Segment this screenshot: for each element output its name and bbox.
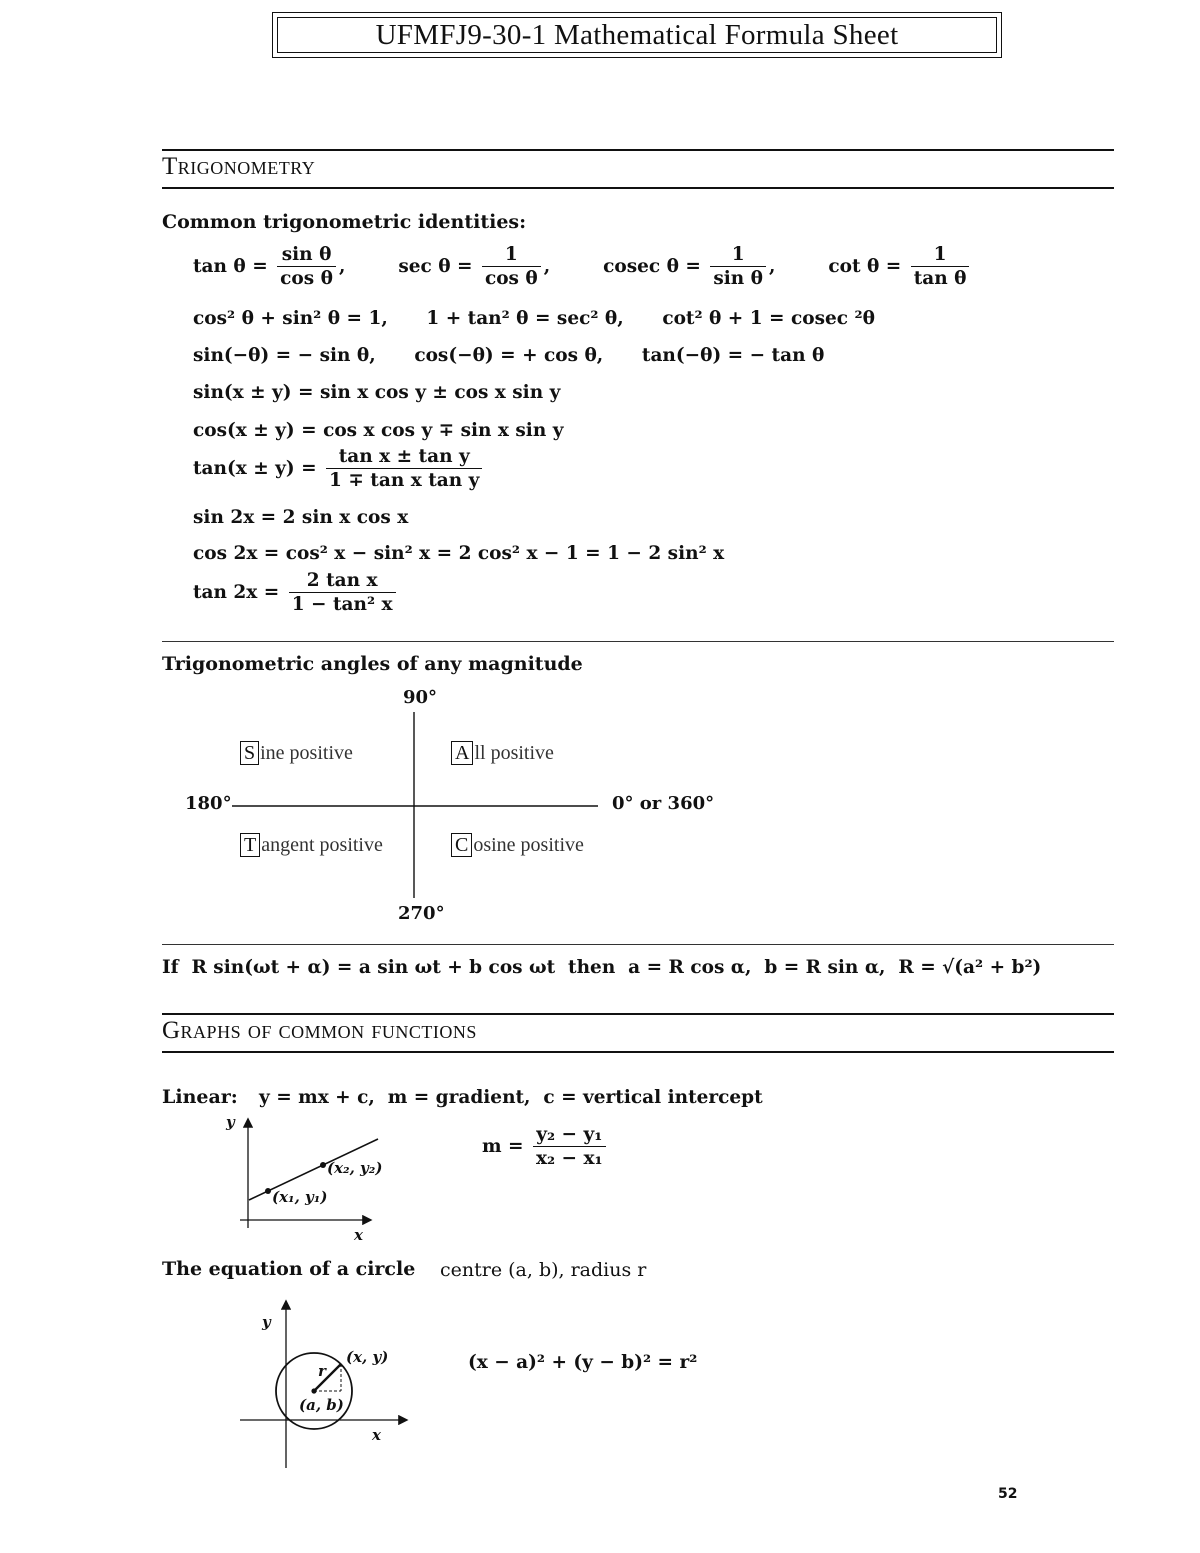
linear-equation: y = mx + c, m = gradient, c = vertical intercept xyxy=(259,1087,763,1108)
angle-0-label: 0° or 360° xyxy=(612,793,715,814)
circle-y-label: y xyxy=(262,1313,271,1331)
cot-den: tan θ xyxy=(913,268,967,290)
angle-90-label: 90° xyxy=(403,687,438,708)
negative-angle-identities: sin(−θ) = − sin θ, cos(−θ) = + cos θ, tan(−θ) = − tan θ xyxy=(193,345,825,366)
sin-double-angle: sin 2x = 2 sin x cos x xyxy=(193,507,409,528)
linear-heading: Linear: xyxy=(162,1086,238,1108)
sec-num: 1 xyxy=(482,244,541,267)
quadrant-tangent-letter: T xyxy=(240,833,260,857)
circle-radius-label: r xyxy=(318,1362,326,1380)
quadrant-tangent-text: angent positive xyxy=(261,834,383,856)
linear-y-label: y xyxy=(226,1113,235,1131)
tan-sum-num: tan x ± tan y xyxy=(326,446,482,469)
angle-180-label: 180° xyxy=(185,793,232,814)
reciprocal-identities: tan θ = $\frac{\text{sin θ}}{\text{cos θ}}$ , sec θ = $\frac{1}{\text{cos θ}}$ , cosec θ = $\frac{1}{\text{sin θ}}$ , cot θ = $\frac{1}{\text{tan θ}}$ xyxy=(193,244,972,290)
sec-den: cos θ xyxy=(484,268,538,290)
pythagorean-identities: cos² θ + sin² θ = 1, 1 + tan² θ = sec² θ, cot² θ + 1 = cosec ²θ xyxy=(193,308,875,329)
cosec-den: sin θ xyxy=(713,268,764,290)
circle-description: centre (a, b), radius r xyxy=(440,1259,647,1281)
linear-x-label: x xyxy=(354,1226,363,1244)
cosec-lhs: cosec θ = xyxy=(603,255,701,277)
linear-point-2-label: (x₂, y₂) xyxy=(327,1159,383,1177)
circle-equation: (x − a)² + (y − b)² = r² xyxy=(468,1352,698,1373)
identities-heading: Common trigonometric identities: xyxy=(162,211,527,233)
linear-point-1-label: (x₁, y₁) xyxy=(272,1188,328,1206)
tan2x-lhs: tan 2x = xyxy=(193,581,280,603)
gradient-num: y₂ − y₁ xyxy=(533,1124,606,1147)
circle-x-label: x xyxy=(372,1426,381,1444)
cos-sum-formula: cos(x ± y) = cos x cos y ∓ sin x sin y xyxy=(193,420,564,441)
quadrant-sine-text: ine positive xyxy=(260,742,353,764)
cosec-num: 1 xyxy=(710,244,766,267)
sec-lhs: sec θ = xyxy=(398,255,473,277)
angles-heading: Trigonometric angles of any magnitude xyxy=(162,653,583,675)
harmonic-form: If R sin(ωt + α) = a sin ωt + b cos ωt then a = R cos α, b = R sin α, R = √(a² + b²) xyxy=(162,957,1042,978)
circle-heading: The equation of a circle xyxy=(162,1258,416,1280)
page-number: 52 xyxy=(998,1486,1018,1502)
gradient-lhs: m = xyxy=(482,1135,524,1157)
trig-section-title: Trigonometry xyxy=(162,153,316,180)
angle-270-label: 270° xyxy=(398,903,445,924)
tan-sum-lhs: tan(x ± y) = xyxy=(193,457,317,479)
tan2x-num: 2 tan x xyxy=(289,570,396,593)
tan-num: sin θ xyxy=(277,244,336,267)
quadrant-sine-letter: S xyxy=(240,741,259,765)
tan2x-den: 1 − tan² x xyxy=(291,594,393,616)
page-title: UFMFJ9-30-1 Mathematical Formula Sheet xyxy=(277,17,997,53)
sin-sum-formula: sin(x ± y) = sin x cos y ± cos x sin y xyxy=(193,382,561,403)
circle-point-label: (x, y) xyxy=(346,1348,389,1366)
tan-den: cos θ xyxy=(280,268,333,290)
tan-sum-den: 1 ∓ tan x tan y xyxy=(329,470,480,492)
circle-centre-label: (a, b) xyxy=(299,1396,344,1414)
quadrant-all-text: ll positive xyxy=(474,742,554,764)
graphs-section-title: Graphs of common functions xyxy=(162,1017,477,1044)
cot-lhs: cot θ = xyxy=(828,255,902,277)
cos-double-angle: cos 2x = cos² x − sin² x = 2 cos² x − 1 = 1 − 2 sin² x xyxy=(193,543,725,564)
cot-num: 1 xyxy=(911,244,970,267)
quadrant-cosine-letter: C xyxy=(451,833,472,857)
quadrant-cosine-text: osine positive xyxy=(473,834,584,856)
quadrant-all-letter: A xyxy=(451,741,473,765)
tan-lhs: tan θ = xyxy=(193,255,268,277)
gradient-den: x₂ − x₁ xyxy=(535,1148,603,1170)
